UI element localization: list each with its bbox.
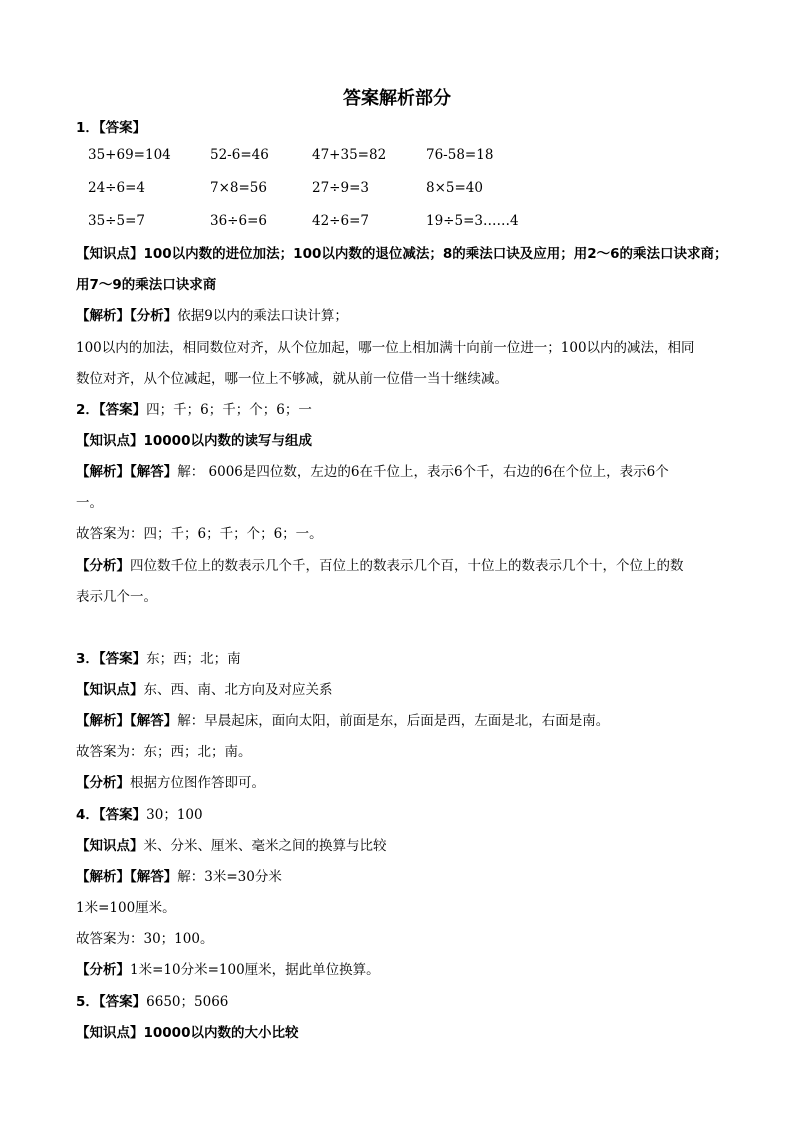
q2-analysis [76,462,669,482]
q2-result: 故答案为：四；千；6；千；个；6；一。 [76,526,323,542]
kp-label: 【知识点】 [76,838,144,854]
answer-label: 3．【答案】 [76,651,147,667]
q2-knowledge-point [76,431,312,451]
kp-label: 【知识点】 [76,433,144,449]
answer-label: 5．【答案】 [76,994,147,1010]
grid-cell: 35+69=104 [88,147,171,163]
q5-knowledge-point [76,1023,298,1043]
q3-analysis-summary [76,773,265,793]
summary-label: 【分析】 [76,962,130,978]
paragraph-line: 100以内的加法，相同数位对齐，从个位加起，哪一位上相加满十向前一位进一；100以内的减法，相同 [76,340,695,356]
grid-cell: 47+35=82 [312,147,387,163]
q4-answer [76,805,203,825]
analysis-label: 【解析】【分析】 [76,308,178,324]
paragraph-line: 数位对齐，从个位减起，哪一位上不够减，就从前一位借一当十继续减。 [76,371,508,387]
grid-cell: 36÷6=6 [210,213,267,229]
analysis-text: 解：早晨起床，面向太阳，前面是东，后面是西，左面是北，右面是南。 [177,713,610,729]
q1-answer-label: 1．【答案】 [76,120,147,136]
grid-cell: 35÷5=7 [88,213,145,229]
summary-text: 根据方位图作答即可。 [130,775,265,791]
analysis-text: 解： 6006是四位数，左边的6在千位上，表示6个千，右边的6在个位上，表示6个 [177,464,669,480]
analysis-label: 【解析】【解答】 [76,464,178,480]
paragraph-line: 一。 [76,495,103,511]
q4-knowledge-point [76,836,387,856]
page-title: 答案解析部分 [343,88,451,109]
q2-answer [76,400,312,420]
summary-text: 四位数千位上的数表示几个千，百位上的数表示几个百，十位上的数表示几个十，个位上的数 [130,558,684,574]
answer-text: 6650；5066 [146,994,229,1010]
q4-analysis [76,867,282,887]
kp-text: 100以内数的进位加法；100以内数的退位减法；8的乘法口诀及应用；用2～6的乘法口诀求商； [143,246,728,262]
q3-result: 故答案为：东；西；北；南。 [76,744,252,760]
grid-cell: 76-58=18 [426,147,494,163]
kp-text: 东、西、南、北方向及对应关系 [143,682,333,698]
q3-answer [76,649,241,669]
kp-label: 【知识点】 [76,1025,144,1041]
analysis-label: 【解析】【解答】 [76,869,178,885]
kp-text: 米、分米、厘米、毫米之间的换算与比较 [143,838,387,854]
summary-label: 【分析】 [76,775,130,791]
q5-answer [76,992,228,1012]
grid-cell: 27÷9=3 [312,180,369,196]
q1-analysis [76,306,348,326]
answer-label: 2．【答案】 [76,402,147,418]
summary-label: 【分析】 [76,558,130,574]
q1-knowledge-point [76,244,728,264]
paragraph-line: 1米=100厘米。 [76,900,176,916]
q4-analysis-summary [76,960,380,980]
kp-label: 【知识点】 [76,246,144,262]
grid-cell: 7×8=56 [210,180,267,196]
kp-text: 10000以内数的大小比较 [143,1025,299,1041]
kp-text: 10000以内数的读写与组成 [143,433,312,449]
analysis-label: 【解析】【解答】 [76,713,178,729]
q3-analysis [76,711,609,731]
grid-cell: 19÷5=3……4 [426,213,519,229]
kp-text-cont: 用7～9的乘法口诀求商 [76,277,217,293]
q2-analysis-summary [76,556,684,576]
q3-knowledge-point [76,680,333,700]
paragraph-line: 表示几个一。 [76,589,157,605]
grid-cell: 42÷6=7 [312,213,369,229]
kp-label: 【知识点】 [76,682,144,698]
grid-cell: 24÷6=4 [88,180,145,196]
answer-text: 东；西；北；南 [146,651,241,667]
answer-label: 4．【答案】 [76,807,147,823]
answer-text: 四；千；6；千；个；6；一 [146,402,312,418]
analysis-text: 解：3米=30分米 [177,869,282,885]
summary-text: 1米=10分米=100厘米，据此单位换算。 [130,962,380,978]
analysis-text: 依据9以内的乘法口诀计算； [177,308,348,324]
grid-cell: 52-6=46 [210,147,269,163]
q4-result: 故答案为：30；100。 [76,931,214,947]
answer-text: 30；100 [146,807,203,823]
grid-cell: 8×5=40 [426,180,483,196]
